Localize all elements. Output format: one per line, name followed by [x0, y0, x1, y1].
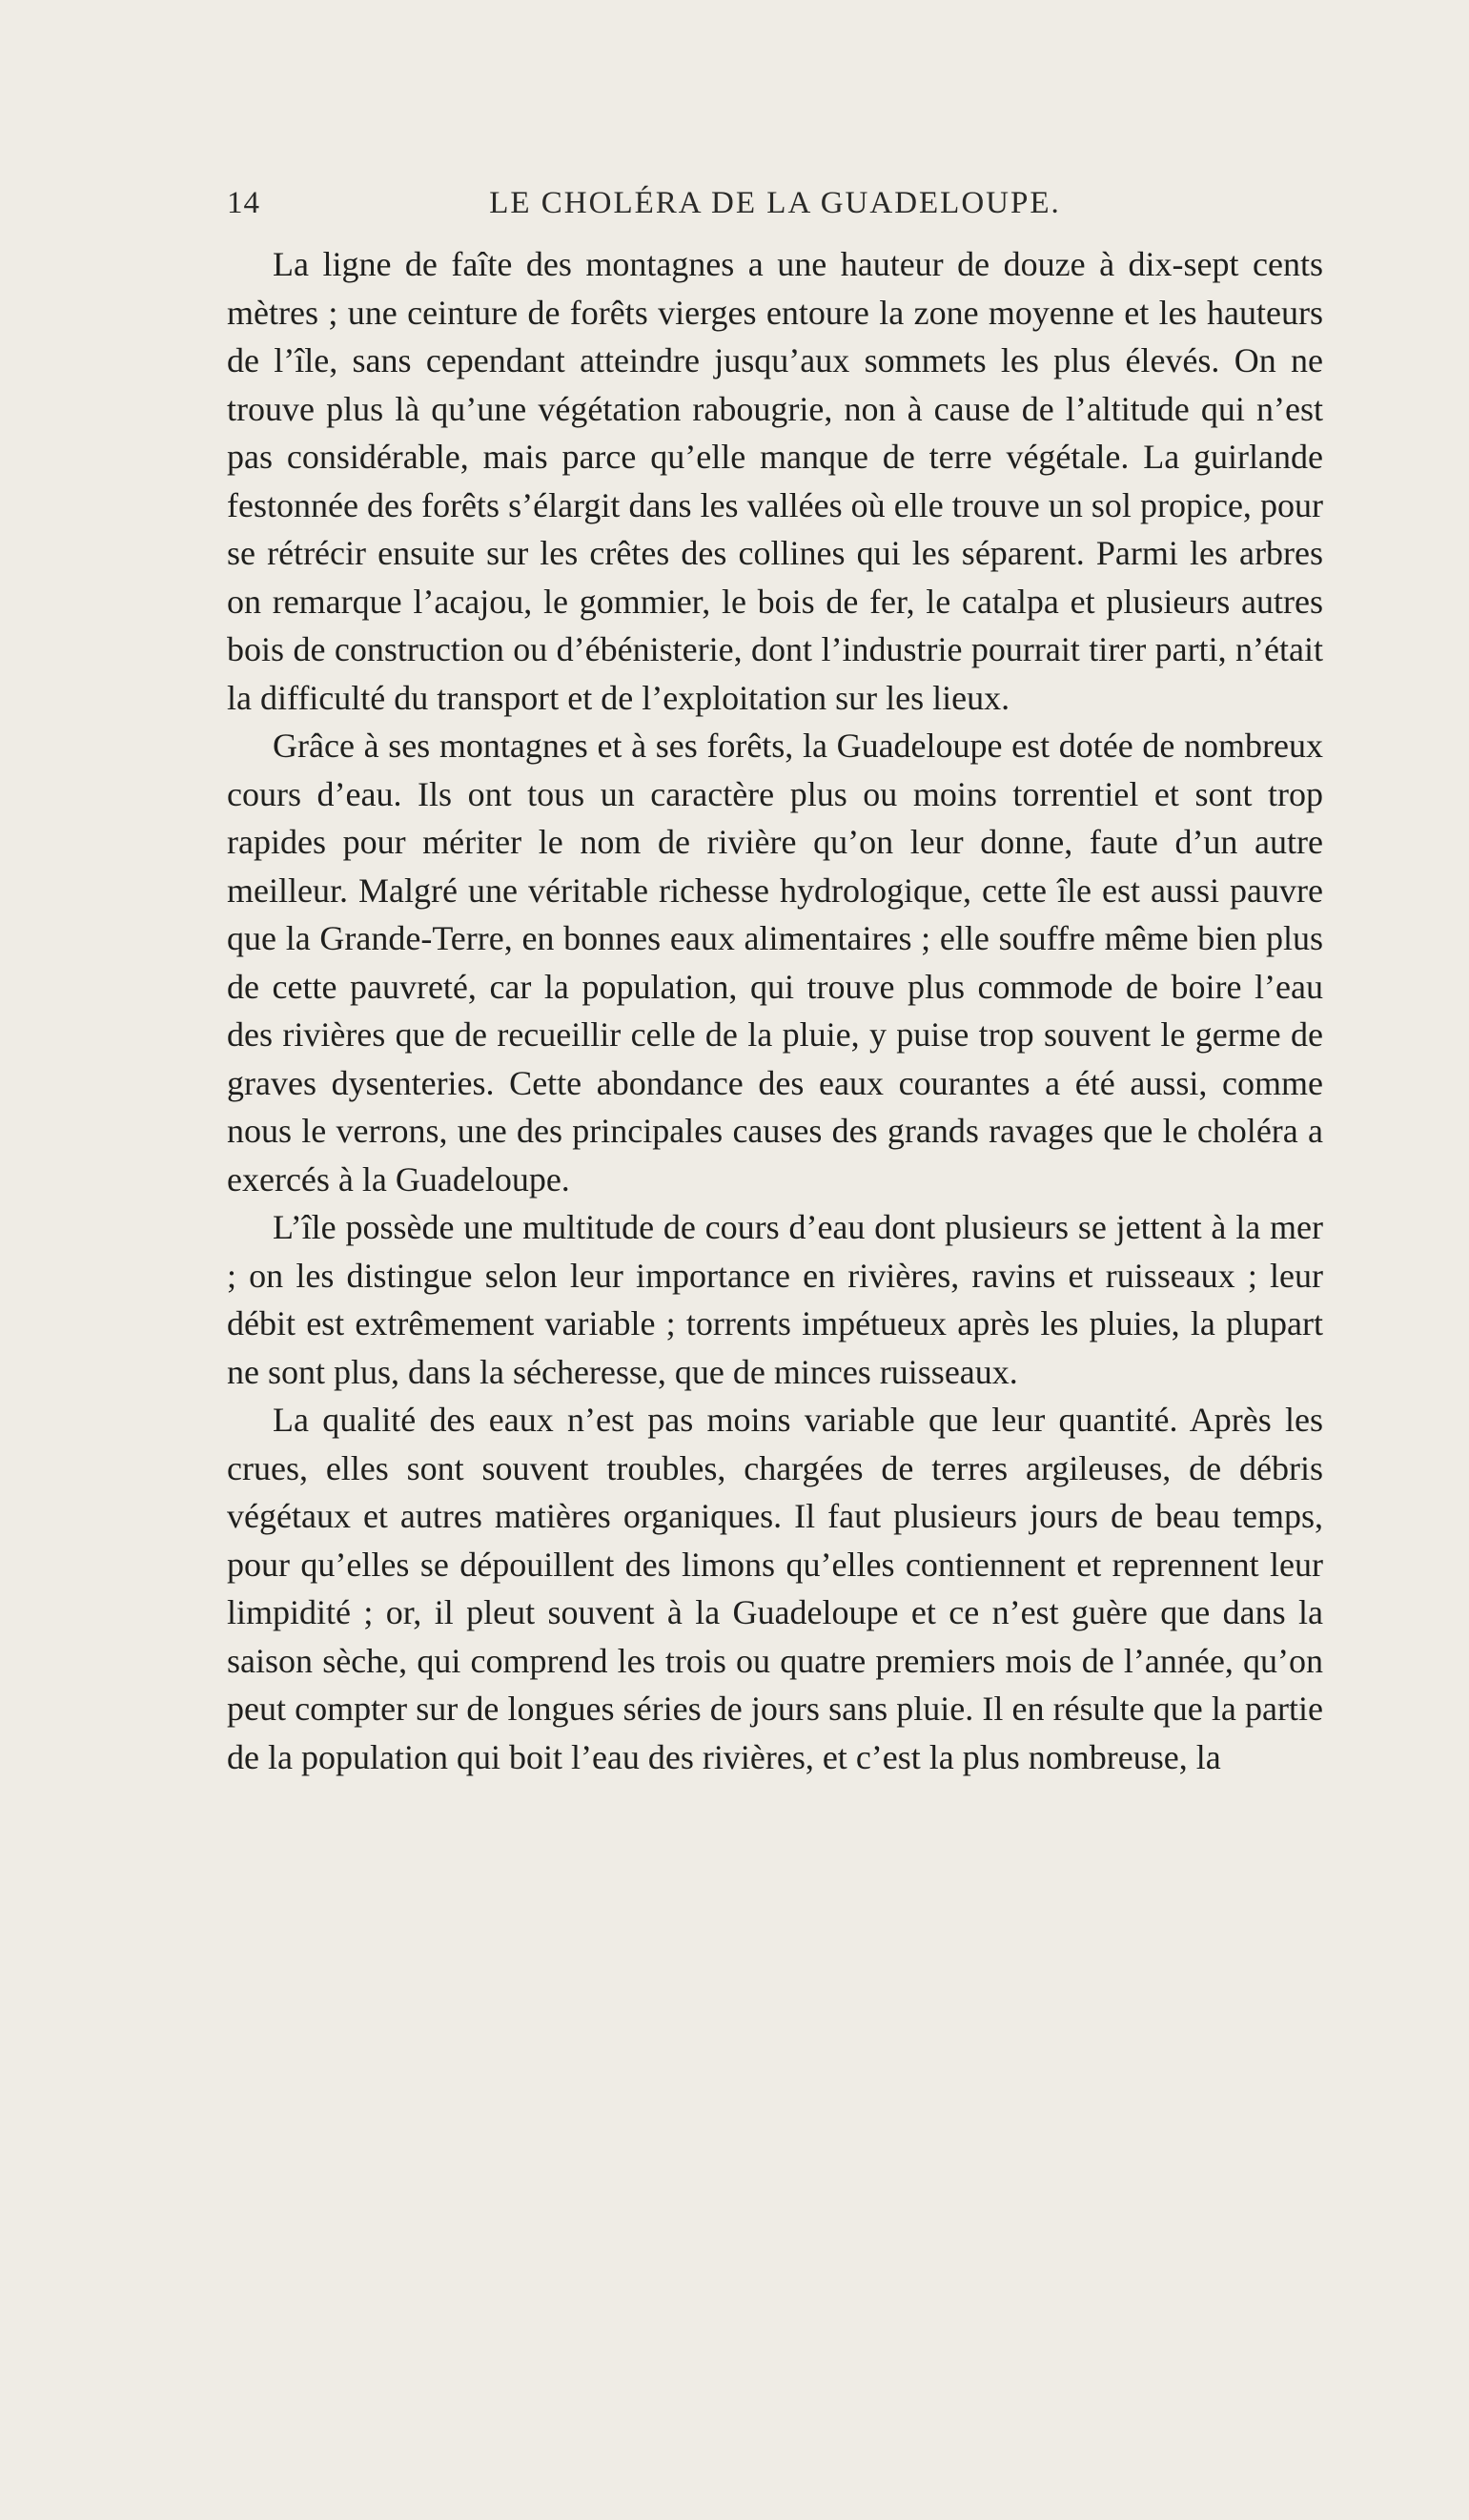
paragraph: Grâce à ses montagnes et à ses forêts, la Guadeloupe est dotée de nombreux cours d’eau. Ils ont tous un caractère plus ou moins torrentiel et sont trop rapides pour mériter le nom de rivière qu’on leur donne, faute d’un autre meilleur. Malgré une véritable richesse hydrologique, cette île est aussi pauvre que la Grande-Terre, en bonnes eaux alimentaires ; elle souffre même bien plus de cette pauvreté, car la population, qui trouve plus commode de boire l’eau des rivières que de recueillir celle de la pluie, y puise trop souvent le germe de graves dysenteries. Cette abondance des eaux courantes a été aussi, comme nous le verrons, une des principales causes des grands ravages que le choléra a exercés à la Guadeloupe. [227, 727, 1323, 1199]
paragraph: La qualité des eaux n’est pas moins variable que leur quantité. Après les crues, elles sont souvent troubles, chargées de terres argileuses, de débris végétaux et autres matières organiques. Il faut plusieurs jours de beau temps, pour qu’elles se dépouillent des limons qu’elles contiennent et reprennent leur limpidité ; or, il pleut souvent à la Guadeloupe et ce n’est guère que dans la saison sèche, qui comprend les trois ou quatre premiers mois de l’année, qu’on peut compter sur de longues séries de jours sans pluie. Il en résulte que la partie de la population qui boit l’eau des rivières, et c’est la plus nombreuse, la [227, 1401, 1323, 1776]
running-head [227, 186, 1323, 234]
running-title: LE CHOLÉRA DE LA GUADELOUPE. [489, 186, 1061, 220]
body-text [227, 240, 1323, 1781]
paragraph: La ligne de faîte des montagnes a une hauteur de douze à dix-sept cents mètres ; une ceinture de forêts vierges entoure la zone moyenne et les hauteurs de l’île, sans cependant atteindre jusqu’aux sommets les plus élevés. On ne trouve plus là qu’une végétation rabougrie, non à cause de l’altitude qui n’est pas considérable, mais parce qu’elle manque de terre végétale. La guirlande festonnée des forêts s’élargit dans les vallées où elle trouve un sol propice, pour se rétrécir ensuite sur les crêtes des collines qui les séparent. Parmi les arbres on remarque l’acajou, le gommier, le bois de fer, le catalpa et plusieurs autres bois de construction ou d’ébénisterie, dont l’industrie pourrait tirer parti, n’était la difficulté du transport et de l’exploitation sur les lieux. [227, 245, 1323, 717]
paragraph: L’île possède une multitude de cours d’eau dont plusieurs se jettent à la mer ; on les distingue selon leur importance en rivières, ravins et ruisseaux ; leur débit est extrêmement variable ; torrents impétueux après les pluies, la plupart ne sont plus, dans la sécheresse, que de minces ruisseaux. [227, 1208, 1323, 1391]
page-number: 14 [227, 186, 260, 220]
